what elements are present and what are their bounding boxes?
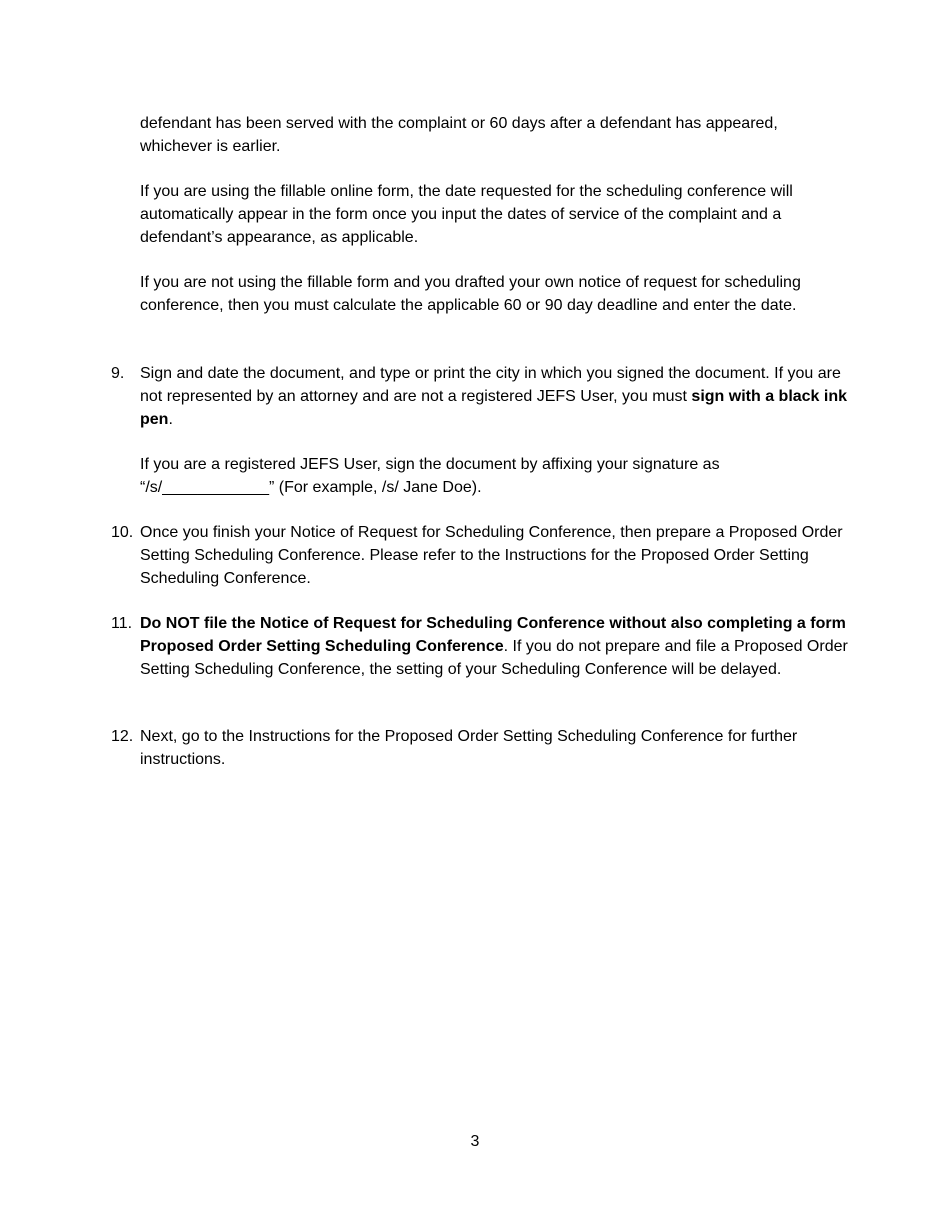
list-number: 12. (111, 728, 134, 745)
list-item-text: Next, go to the Instructions for the Proposed Order Setting Scheduling Conference for further instructions. (140, 728, 798, 768)
item-bold-text: Do NOT file the Notice of Request for Scheduling Conference without also completing a form Proposed Order Setting Scheduling Conference (140, 615, 846, 655)
list-item-text: Once you finish your Notice of Request for Scheduling Conference, then prepare a Proposed Order Setting Scheduling Conference. Please refer to the Instructions for the Proposed Order Setting Scheduling Conference. (140, 524, 843, 587)
list-number: 11. (111, 615, 133, 632)
page-number: 3 (470, 1133, 480, 1150)
item-text-before: Sign and date the document, and type or print the city in which you signed the document. If you are not represented by an attorney and are not a registered JEFS User, you must (140, 365, 841, 405)
item-text-after: . If you do not prepare and file a Proposed Order Setting Scheduling Conference, the setting of your Scheduling Conference will be delayed. (140, 638, 848, 678)
list-number: 10. (111, 524, 134, 541)
list-item-text (140, 612, 850, 681)
list-item-text (140, 362, 850, 431)
paragraph-own-notice: If you are not using the fillable form and you drafted your own notice of request for scheduling conference, then you must calculate the applicable 60 or 90 day deadline and enter the date. (140, 274, 801, 314)
item-bold-text: sign with a black ink pen (140, 388, 848, 428)
paragraph-jefs-signature: If you are a registered JEFS User, sign the document by affixing your signature as “/s/____________” (For example, /s/ Jane Doe). (140, 456, 720, 496)
list-number: 9. (111, 365, 125, 382)
item-text-after: . (168, 411, 173, 428)
paragraph-continued: defendant has been served with the complaint or 60 days after a defendant has appeared, whichever is earlier. (140, 115, 778, 155)
paragraph-fillable-form: If you are using the fillable online form, the date requested for the scheduling conference will automatically appear in the form once you input the dates of service of the complaint and a defendant’s appearance, as applicable. (140, 183, 793, 246)
